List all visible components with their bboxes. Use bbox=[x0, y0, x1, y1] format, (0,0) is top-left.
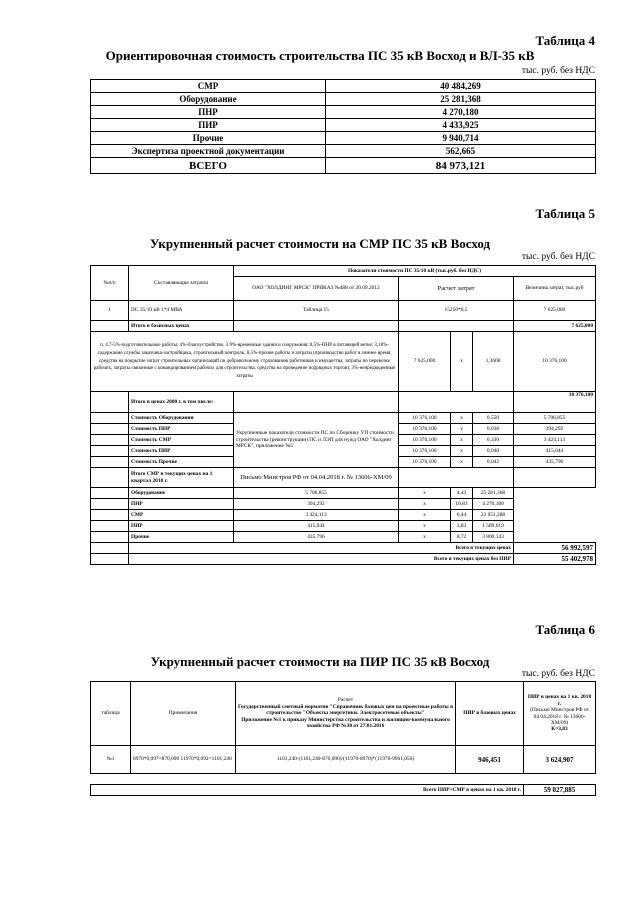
table4-title: Ориентировочная стоимость строительства ПС 35 кВ Восход и ВЛ-35 кВ bbox=[105, 48, 535, 63]
h-value: Величина затрат, тыс.руб bbox=[514, 277, 596, 301]
h6-cur-k: К=3,83 bbox=[551, 726, 568, 733]
cur-v: 25 281,368 bbox=[473, 488, 514, 499]
split-row bbox=[91, 413, 596, 424]
cur-x: х bbox=[399, 499, 451, 510]
table4-row bbox=[91, 106, 596, 119]
r6-cur: 3 624,907 bbox=[524, 746, 596, 774]
cur-x: х bbox=[399, 510, 451, 521]
h-num: №п/п bbox=[91, 266, 129, 301]
split-k: 0,038 bbox=[473, 424, 514, 435]
table4-value: 25 281,368 bbox=[326, 93, 596, 106]
table5-number: Таблица 5 bbox=[535, 206, 595, 221]
split-name: Стоимость Оборудования bbox=[129, 413, 234, 424]
t6-total-label: Всего ПИР+СМР в ценах на 1 кв. 2018 г. bbox=[91, 785, 524, 796]
r1-name: ПС 35/10 кВ 1*4 МВА bbox=[129, 301, 234, 321]
cur-v: 3 800,143 bbox=[473, 532, 514, 543]
table5-units: тыс. руб. без НДС bbox=[521, 252, 595, 262]
table4-label: СМР bbox=[91, 80, 326, 93]
split-name: Стоимость СМР bbox=[129, 435, 234, 446]
split-k: 0,330 bbox=[473, 435, 514, 446]
split-a: 10 376,100 bbox=[399, 457, 451, 468]
r6-note: 8970*0,097=870,090 11970*0,092=1101,240 bbox=[131, 746, 236, 774]
r6-base: 946,451 bbox=[456, 746, 524, 774]
split-v: 5 706,855 bbox=[514, 413, 596, 424]
cur-name: ПНР bbox=[129, 499, 234, 510]
split-name: Стоимость Прочие bbox=[129, 457, 234, 468]
h6-table: таблица bbox=[91, 682, 131, 746]
h-source: ОАО "ХОЛДИНГ МРСК" ПРИКАЗ №488 от 20.09.2012 bbox=[234, 277, 399, 301]
cur-v: 1 589,619 bbox=[473, 521, 514, 532]
table6-number: Таблица 6 bbox=[535, 622, 595, 637]
cur-x: х bbox=[399, 532, 451, 543]
split-k: 0,040 bbox=[473, 446, 514, 457]
h6-calc bbox=[236, 682, 456, 746]
t6-total-value: 59 027,885 bbox=[524, 785, 596, 796]
cur-v: 4 270,180 bbox=[473, 499, 514, 510]
cur-name: Оборудование bbox=[129, 488, 234, 499]
total2-label: Всего в текущих ценах без ПИР bbox=[129, 554, 514, 565]
h6-cur-title: ПИР в ценах на 1 кв. 2018 г. bbox=[527, 694, 592, 707]
r1-calc: 15250*0,5 bbox=[399, 301, 514, 321]
cur-k: 4,43 bbox=[451, 488, 473, 499]
h6-calc-norm: Государственный сметный норматив "Справочник базовых цен на проектные работы в строительстве "Объекты энергетики. Электросетевые объекты" bbox=[238, 703, 453, 717]
table6-title: Укрупненный расчет стоимости на ПИР ПС 35 кВ Восход bbox=[150, 654, 490, 669]
h6-calc-title: Расчет bbox=[337, 697, 354, 704]
cur-row bbox=[91, 532, 596, 543]
cur-k: 8,72 bbox=[451, 532, 473, 543]
split-v: 435,796 bbox=[514, 457, 596, 468]
cur-row bbox=[91, 499, 596, 510]
table6 bbox=[90, 681, 596, 796]
table4-value: 4 270,180 bbox=[326, 106, 596, 119]
overhead-note: п. 4.7-5%-подготовительные работы; 4%-благоустройство, 3.9%-временные здания и сооружения; 8,5%-ПНР в питающей ветке; 3,18%-содержание службы заказчика-застройщика, строительный контроль; 8,5%-прочие работы и затраты (производство работ в зимнее время, средства на покрытие затрат строительных организаций по добровольному страхованию работников и имущества, затраты по перевозке рабочих, затраты связанные с командированием рабочих для строительства, средства на проведение подрядных торгов), 3%-непредвиденные затраты bbox=[91, 332, 399, 392]
cur-k: 6,44 bbox=[451, 510, 473, 521]
split-k: 0,550 bbox=[473, 413, 514, 424]
h6-note: Примечания bbox=[131, 682, 236, 746]
total-value: 56 992,597 bbox=[514, 543, 596, 554]
y2000-value: 10 376,100 bbox=[514, 392, 596, 413]
note-a: 7 625,000 bbox=[399, 332, 451, 392]
table4-label: ВСЕГО bbox=[91, 158, 326, 174]
r1-num: 1 bbox=[91, 301, 129, 321]
cur-row bbox=[91, 510, 596, 521]
h-calc: Расчет затрат bbox=[399, 277, 514, 301]
table4-value: 562,665 bbox=[326, 145, 596, 158]
table4-row bbox=[91, 119, 596, 132]
split-name: Стоимость ПИР bbox=[129, 446, 234, 457]
split-a: 10 376,100 bbox=[399, 424, 451, 435]
cur-name: СМР bbox=[129, 510, 234, 521]
table4-row bbox=[91, 132, 596, 145]
table4-units: тыс. руб. без НДС bbox=[521, 66, 595, 76]
cur-a: 5 706,855 bbox=[234, 488, 399, 499]
cur-row bbox=[91, 521, 596, 532]
base-label: Итого в базисных ценах bbox=[129, 321, 234, 332]
y2000-label: Итого в ценах 2000 г. в том числе: bbox=[129, 392, 234, 413]
table4-number: Таблица 4 bbox=[535, 33, 595, 48]
table4-row bbox=[91, 158, 596, 174]
split-a: 10 376,100 bbox=[399, 446, 451, 457]
table4-value: 40 484,269 bbox=[326, 80, 596, 93]
split-x: х bbox=[451, 457, 473, 468]
cur-a: 435,796 bbox=[234, 532, 399, 543]
table4-label: Прочие bbox=[91, 132, 326, 145]
h6-calc-appendix: Приложение №1 к приказу Министерства строительства и жилищно-коммунального хозяйства РФ №30 от 27.01.2016 bbox=[241, 716, 450, 730]
table4-row bbox=[91, 145, 596, 158]
cur-a: 394,292 bbox=[234, 499, 399, 510]
total-label: Всего в текущих ценах bbox=[129, 543, 514, 554]
table4-label: Оборудование bbox=[91, 93, 326, 106]
split-x: х bbox=[451, 413, 473, 424]
split-x: х bbox=[451, 435, 473, 446]
split-v: 415,044 bbox=[514, 446, 596, 457]
cur-row bbox=[91, 488, 596, 499]
table4-value: 9 940,714 bbox=[326, 132, 596, 145]
r1-value: 7 625,000 bbox=[514, 301, 596, 321]
h-components: Составляющие затраты bbox=[129, 266, 234, 301]
h6-base: ПИР в базовых ценах bbox=[456, 682, 524, 746]
split-v: 394,292 bbox=[514, 424, 596, 435]
table4 bbox=[90, 79, 596, 174]
split-a: 10 376,100 bbox=[399, 413, 451, 424]
split-x: х bbox=[451, 446, 473, 457]
cur-a: 3 424,113 bbox=[234, 510, 399, 521]
table4-value: 84 973,121 bbox=[326, 158, 596, 174]
table4-row bbox=[91, 93, 596, 106]
note-v: 10 376,100 bbox=[514, 332, 596, 392]
r6-calc: 1101,240-(1101,240-870,090)/(11970-8970)*(11970-9961,056) bbox=[236, 746, 456, 774]
split-name: Стоимость ПНР bbox=[129, 424, 234, 435]
cur-name: ПИР bbox=[129, 521, 234, 532]
split-k: 0,042 bbox=[473, 457, 514, 468]
split-v: 3 424,113 bbox=[514, 435, 596, 446]
note-k: 1,3608 bbox=[473, 332, 514, 392]
cur-name: Прочие bbox=[129, 532, 234, 543]
h6-cur bbox=[524, 682, 596, 746]
table4-value: 4 433,925 bbox=[326, 119, 596, 132]
total2-value: 55 402,978 bbox=[514, 554, 596, 565]
note-x: х bbox=[451, 332, 473, 392]
cur-k: 3,83 bbox=[451, 521, 473, 532]
cur-a: 415,044 bbox=[234, 521, 399, 532]
base-value: 7 625,000 bbox=[514, 321, 596, 332]
h6-cur-letter: (Письмо Минстроя РФ от 04.04.2018 г. № 13606-ХМ/09) bbox=[530, 707, 589, 726]
split-a: 10 376,100 bbox=[399, 435, 451, 446]
table5-title: Укрупненный расчет стоимости на СМР ПС 35 кВ Восход bbox=[149, 236, 491, 251]
table4-row bbox=[91, 80, 596, 93]
table4-label: Экспертиза проектной документации bbox=[91, 145, 326, 158]
r1-source: Таблица 15 bbox=[234, 301, 399, 321]
cur-k: 10,83 bbox=[451, 499, 473, 510]
split-x: х bbox=[451, 424, 473, 435]
cur-label: Итого СМР в текущих ценах на 1 квартал 2018 г. bbox=[129, 468, 234, 488]
cur-x: х bbox=[399, 521, 451, 532]
table6-units: тыс. руб. без НДС bbox=[521, 669, 595, 679]
cur-x: х bbox=[399, 488, 451, 499]
r6-num: №1 bbox=[91, 746, 131, 774]
h-indicators: Показатели стоимости ПС 35/10 кВ (тыс.руб. без НДС) bbox=[234, 266, 596, 277]
cur-v: 22 051,288 bbox=[473, 510, 514, 521]
split-source: Укрупненные показатели стоимости ПС по Сборнику УП стоимости строительства (реконструкции) ПС и ЛЭП для нужд ОАО "Холдинг МРСК", приложение №5 bbox=[234, 413, 399, 468]
table4-label: ПНР bbox=[91, 106, 326, 119]
table4-label: ПИР bbox=[91, 119, 326, 132]
cur-source: Письмо Минстроя РФ от 04.04.2018 г. № 13606-ХМ/09 bbox=[234, 468, 399, 488]
table5 bbox=[90, 265, 596, 565]
